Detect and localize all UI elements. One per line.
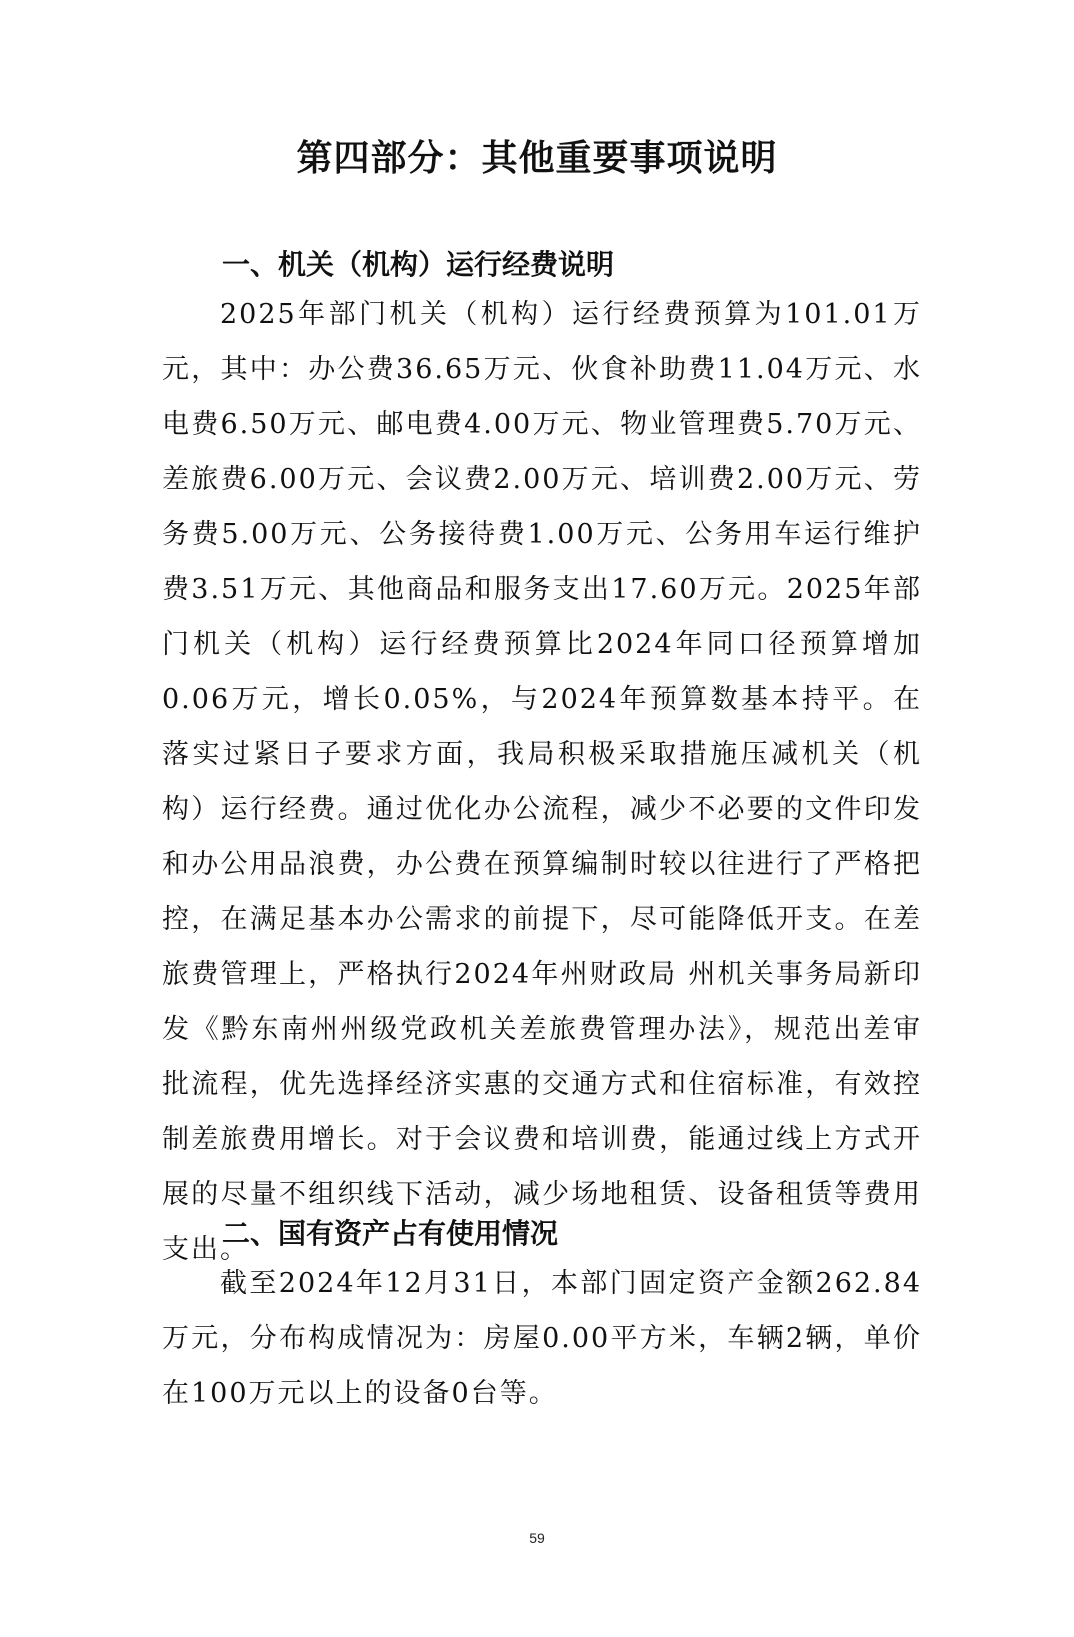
page-number: 59 xyxy=(529,1530,545,1546)
section-heading-operating-costs: 一、机关（机构）运行经费说明 xyxy=(222,248,615,281)
section-heading-state-assets: 二、国有资产占有使用情况 xyxy=(222,1217,559,1250)
section-body-operating-costs: 2025年部门机关（机构）运行经费预算为101.01万元，其中：办公费36.65万元、伙食补助费11.04万元、水电费6.50万元、邮电费4.00万元、物业管理费5.70万元、差旅费6.00万元、会议费2.00万元、培训费2.00万元、劳务费5.00万元、公务接待费1.00万元、公务用车运行维护费3.51万元、其他商品和服务支出17.60万元。2025年部门机关（机构）运行经费预算比2024年同口径预算增加0.06万元，增长0.05%，与2024年预算数基本持平。在落实过紧日子要求方面，我局积极采取措施压减机关（机构）运行经费。通过优化办公流程，减少不必要的文件印发和办公用品浪费，办公费在预算编制时较以往进行了严格把控，在满足基本办公需求的前提下，尽可能降低开支。在差旅费管理上，严格执行2024年州财政局 州机关事务局新印发《黔东南州州级党政机关差旅费管理办法》，规范出差审批流程，优先选择经济实惠的交通方式和住宿标准，有效控制差旅费用增长。对于会议费和培训费，能通过线上方式开展的尽量不组织线下活动，减少场地租赁、设备租赁等费用支出。 xyxy=(162,299,922,1265)
section-body-state-assets: 截至2024年12月31日，本部门固定资产金额262.84万元，分布构成情况为：房屋0.00平方米，车辆2辆，单价在100万元以上的设备0台等。 xyxy=(162,1268,922,1409)
page-title: 第四部分：其他重要事项说明 xyxy=(296,138,778,179)
